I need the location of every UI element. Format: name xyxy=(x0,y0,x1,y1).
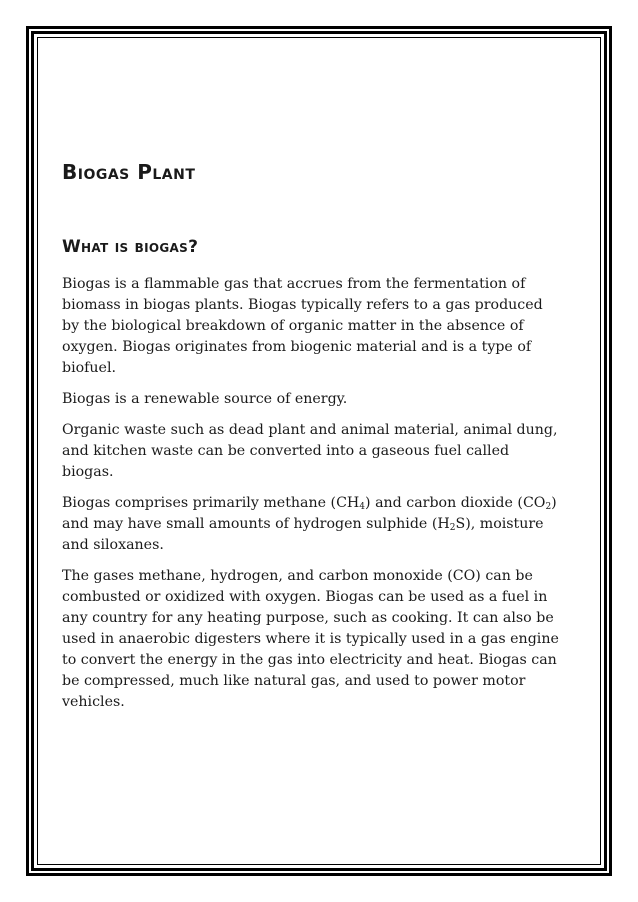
paragraph-definition: Biogas is a flammable gas that accrues from the fermentation of biomass in biogas plants. Biogas typically refers to a gas produced by the biological breakdown of organic matter in the absence of oxygen. Biogas originates from biogenic material and is a type of biofuel. xyxy=(62,276,543,376)
carbon-dioxide-subscript: 2 xyxy=(545,502,552,512)
document-body xyxy=(62,160,562,723)
composition-text-4: S), moisture and siloxanes. xyxy=(62,516,544,553)
paragraph-composition xyxy=(62,493,562,556)
composition-text-2: ) and carbon dioxide (CO xyxy=(365,495,546,511)
composition-text-3: ) and may have small amounts of hydrogen sulphide (H xyxy=(62,495,557,532)
paragraph-renewable: Biogas is a renewable source of energy. xyxy=(62,391,348,407)
methane-subscript: 4 xyxy=(359,502,366,512)
paragraph-uses: The gases methane, hydrogen, and carbon monoxide (CO) can be combusted or oxidized with oxygen. Biogas can be used as a fuel in any country for any heating purpose, such as cooking. It can also be used in anaerobic digesters where it is typically used in a gas engine to convert the energy in the gas into electricity and heat. Biogas can be compressed, much like natural gas, and used to power motor vehicles. xyxy=(62,568,559,710)
paragraph-organic-waste: Organic waste such as dead plant and animal material, animal dung, and kitchen waste can be converted into a gaseous fuel called biogas. xyxy=(62,422,558,480)
document-title: Biogas Plant xyxy=(62,160,196,184)
section-heading: What is biogas? xyxy=(62,237,199,257)
composition-text-1: Biogas comprises primarily methane (CH xyxy=(62,495,360,511)
hydrogen-sulphide-subscript: 2 xyxy=(449,523,456,533)
